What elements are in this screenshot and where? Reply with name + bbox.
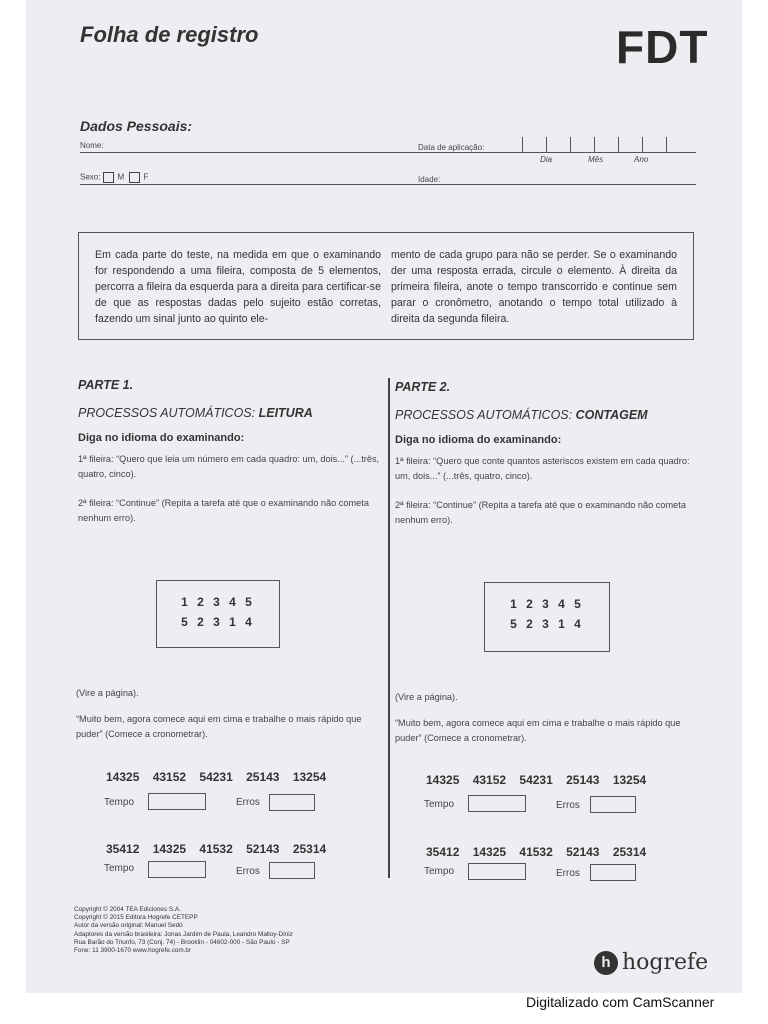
- year-label: Ano: [634, 155, 649, 164]
- part-1-go: “Muito bem, agora comece aqui em cima e trabalhe o mais rápido que puder” (Comece a cronometrar).: [76, 714, 362, 739]
- hogrefe-logo: [594, 950, 708, 975]
- part-1-errors1-field[interactable]: [269, 794, 315, 811]
- date-tick: [642, 137, 643, 153]
- date-label: Data de aplicação:: [418, 143, 485, 152]
- sex-m-checkbox[interactable]: [103, 172, 114, 183]
- date-tick: [570, 137, 571, 153]
- copyright-line: Autor da versão original: Manuel Sedó: [74, 922, 183, 930]
- part-2-errors1-label: Erros: [556, 800, 580, 811]
- part-1-row2-instruction: 2ª fileira: “Continue” (Repita a tarefa até que o examinando não cometa nenhum erro).: [78, 498, 369, 523]
- part-1-example-box: [156, 580, 280, 648]
- copyright-line: Adaptores da versão brasileira: Jonas Jardim de Paula, Leandro Malloy-Diniz: [74, 930, 293, 938]
- sex-age-line: [80, 184, 696, 185]
- part-2-column: [395, 380, 699, 528]
- part-2-time1-field[interactable]: [468, 795, 526, 812]
- instructions-right: mento de cada grupo para não se perder. Se o examinando der uma resposta errada, circule o elemento. À direita da primeira fileira, anote o tempo transcorrido e continue sem parar o cronômetro, anotando o tempo total utilizado à direita da segunda fileira.: [391, 249, 677, 325]
- part-2-process-prefix: PROCESSOS AUTOMÁTICOS:: [395, 408, 576, 422]
- instructions-left: Em cada parte do teste, na medida em que o examinando for respondendo a uma fileira, composta de 5 elementos, percorra a fileira da esquerda para a direita para certificar-se de que as respostas dadas pelo sujeito estão corretas, fazendo um sinal junto ao quinto ele-: [95, 249, 381, 325]
- part-1-errors1-label: Erros: [236, 797, 260, 808]
- age-label: Idade:: [418, 175, 441, 184]
- part-2-errors2-label: Erros: [556, 868, 580, 879]
- part-1-example-line2: 5 2 3 1 4: [181, 615, 255, 629]
- part-1-process-prefix: PROCESSOS AUTOMÁTICOS:: [78, 406, 259, 420]
- part-1-time1-label: Tempo: [104, 797, 135, 808]
- test-code: FDT: [616, 21, 709, 73]
- part-2-process-name: CONTAGEM: [575, 408, 648, 422]
- part-2-series-1: 14325 43152 54231 25143 13254: [426, 773, 647, 787]
- part-2-row2-instruction: 2ª fileira: “Continue” (Repita a tarefa até que o examinando não cometa nenhum erro).: [395, 500, 686, 525]
- personal-data-heading: Dados Pessoais:: [80, 118, 193, 134]
- date-tick: [618, 137, 619, 153]
- part-1-turn: (Vire a página).: [76, 688, 139, 698]
- part-1-column: [78, 378, 382, 526]
- month-label: Mês: [588, 155, 604, 164]
- copyright-block: [74, 906, 293, 955]
- scanner-watermark: Digitalizado com CamScanner: [526, 994, 715, 1010]
- date-tick: [666, 137, 667, 153]
- date-tick: [522, 137, 523, 153]
- part-2-go: “Muito bem, agora comece aqui em cima e trabalhe o mais rápido que puder” (Comece a cronometrar).: [395, 718, 681, 743]
- part-1-heading: PARTE 1.: [78, 378, 134, 392]
- sex-field: [80, 172, 148, 183]
- part-1-example-line1: 1 2 3 4 5: [181, 595, 255, 609]
- copyright-line: Copyright © 2015 Editora Hogrefe CETEPP: [74, 914, 198, 922]
- part-2-series-2: 35412 14325 41532 52143 25314: [426, 845, 647, 859]
- part-1-time1-field[interactable]: [148, 793, 206, 810]
- part-1-series-1: 14325 43152 54231 25143 13254: [106, 770, 327, 784]
- record-sheet: [26, 0, 742, 993]
- part-2-example-line1: 1 2 3 4 5: [510, 597, 584, 611]
- sex-f-label: F: [143, 172, 149, 182]
- part-1-say: Diga no idioma do examinando:: [78, 432, 245, 444]
- hogrefe-logo-text: hogrefe: [622, 950, 709, 975]
- part-2-row1-instruction: 1ª fileira: “Quero que conte quantos asteriscos existem em cada quadro: um, dois...” (...três, quatro, cinco).: [395, 456, 690, 481]
- part-2-say: Diga no idioma do examinando:: [395, 434, 562, 446]
- part-2-time2-label: Tempo: [424, 866, 455, 877]
- date-tick: [594, 137, 595, 153]
- page-title: Folha de registro: [80, 22, 259, 47]
- part-1-series-2: 35412 14325 41532 52143 25314: [106, 842, 327, 856]
- day-label: Dia: [540, 155, 553, 164]
- part-2-heading: PARTE 2.: [395, 380, 451, 394]
- date-tick: [546, 137, 547, 153]
- instructions-box: [78, 232, 694, 340]
- part-1-errors2-label: Erros: [236, 866, 260, 877]
- part-2-time2-field[interactable]: [468, 863, 526, 880]
- part-2-example-line2: 5 2 3 1 4: [510, 617, 584, 631]
- copyright-line: Fone: 11 3900-1670 www.hogrefe.com.br: [74, 947, 192, 955]
- sex-m-label: M: [117, 172, 125, 182]
- hogrefe-logo-icon: h: [594, 951, 618, 975]
- sex-f-checkbox[interactable]: [129, 172, 140, 183]
- part-1-errors2-field[interactable]: [269, 862, 315, 879]
- part-2-process: [395, 408, 699, 422]
- name-label: Nome:: [80, 141, 104, 150]
- name-line[interactable]: [80, 152, 696, 153]
- part-2-errors1-field[interactable]: [590, 796, 636, 813]
- part-1-row1-instruction: 1ª fileira: “Quero que leia um número em cada quadro: um, dois...” (...três, quatro, cinco).: [78, 454, 380, 479]
- part-1-time2-field[interactable]: [148, 861, 206, 878]
- part-2-time1-label: Tempo: [424, 799, 455, 810]
- part-1-time2-label: Tempo: [104, 863, 135, 874]
- part-2-turn: (Vire a página).: [395, 692, 458, 702]
- part-2-example-box: [484, 582, 610, 652]
- copyright-line: Copyright © 2004 TEA Ediciones S.A.: [74, 906, 181, 913]
- part-1-process: [78, 406, 382, 420]
- copyright-line: Rua Barão do Triunfo, 73 (Conj. 74) - Brooklin - 04602-000 - São Paulo - SP: [74, 938, 290, 946]
- column-divider: [388, 378, 390, 878]
- part-1-process-name: LEITURA: [258, 406, 313, 420]
- sex-label: Sexo:: [80, 172, 101, 182]
- part-2-errors2-field[interactable]: [590, 864, 636, 881]
